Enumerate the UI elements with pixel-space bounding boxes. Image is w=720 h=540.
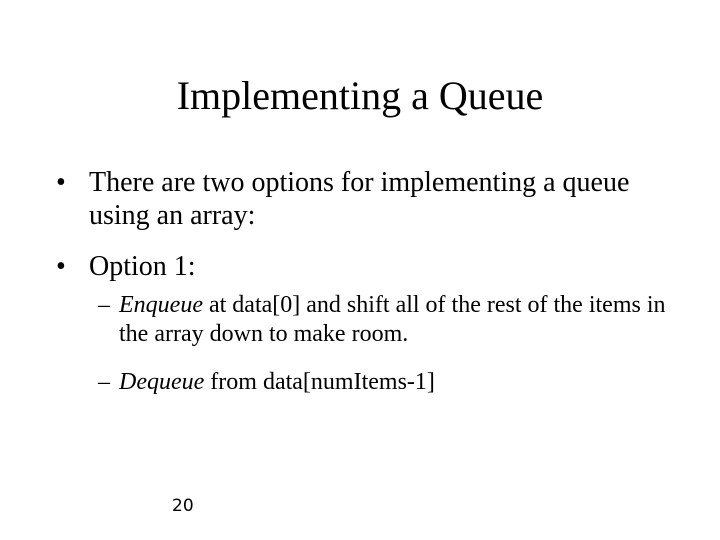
sub-bullet-text	[119, 368, 698, 397]
bullet-marker: •	[56, 167, 66, 198]
enqueue-term: Enqueue	[119, 292, 203, 318]
bullet-marker: •	[56, 251, 66, 282]
sub-bullet-marker: –	[98, 369, 110, 395]
bullet-two-options	[56, 166, 686, 232]
dequeue-description: from data[numItems-1]	[204, 369, 435, 395]
enqueue-description: at data[0] and shift all of the rest of the items in the array down to make room.	[119, 292, 666, 347]
sub-bullet-enqueue	[98, 291, 698, 349]
sub-bullet-text	[119, 291, 698, 349]
sub-bullet-dequeue	[98, 368, 698, 397]
dequeue-term: Dequeue	[119, 369, 205, 395]
sub-bullet-marker: –	[98, 292, 110, 318]
page-number: 20	[172, 496, 194, 516]
bullet-text: There are two options for implementing a queue using an array:	[89, 167, 630, 231]
slide-title: Implementing a Queue	[176, 73, 544, 118]
bullet-option-1	[56, 250, 686, 283]
bullet-text: Option 1:	[89, 251, 196, 282]
